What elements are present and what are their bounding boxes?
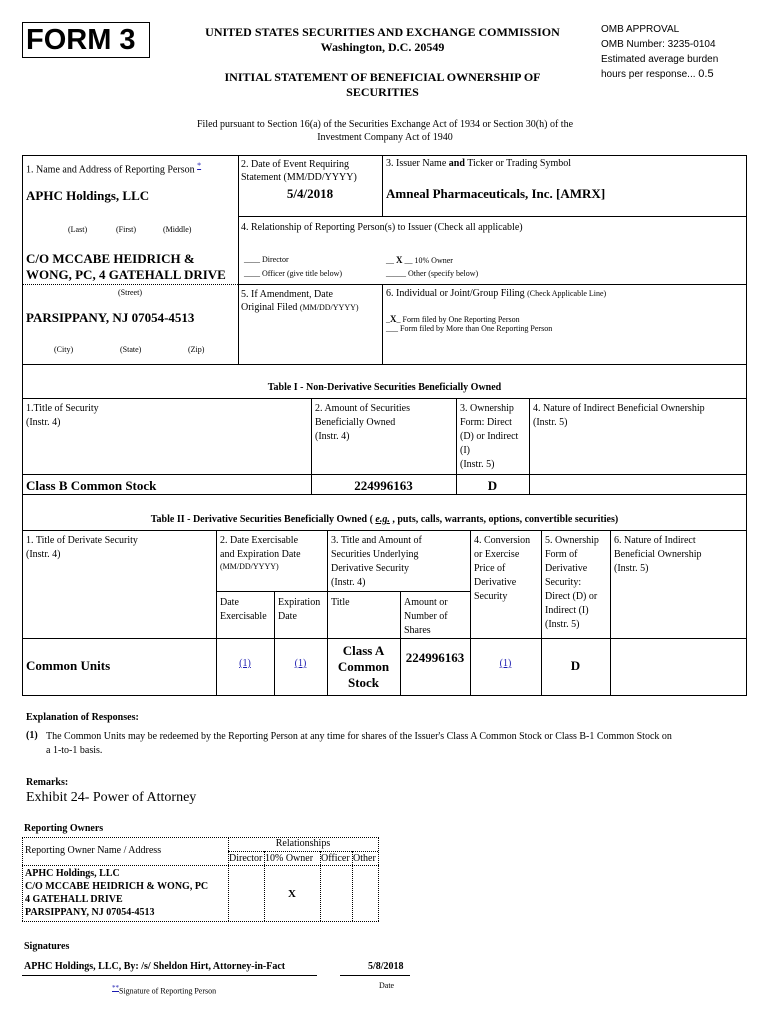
table1-title: Table I - Non-Derivative Securities Beneficially Owned <box>267 382 502 393</box>
table2-col1-header: 1. Title of Derivate Security (Instr. 4) <box>26 535 138 560</box>
omb-hours-label: hours per response... <box>601 69 696 80</box>
table2-row-form: D <box>570 658 581 673</box>
reporting-person-name: APHC Holdings, LLC <box>26 188 150 203</box>
owners-col-ten-pct: 10% Owner <box>265 853 314 864</box>
table2-row-underlying-title: Class A Common Stock <box>337 643 390 690</box>
owners-row-name: APHC Holdings, LLC C/O MCCABE HEIDRICH & WONG, PC 4 GATEHALL DRIVE PARSIPPANY, NJ 07054-4513 <box>25 868 209 918</box>
city-label: (City) <box>54 345 74 354</box>
table2-title-a: Table II - Derivative Securities Beneficially Owned ( <box>150 514 376 525</box>
table1-row-form: D <box>487 478 498 493</box>
ten-pct-owner-option <box>386 255 453 266</box>
box1-footnote-link[interactable]: * <box>197 161 202 170</box>
owners-heading: Reporting Owners <box>24 823 104 834</box>
signature-date: 5/8/2018 <box>368 961 404 972</box>
box1-label <box>26 160 201 176</box>
box3-label-b: Ticker or Trading Symbol <box>464 158 572 169</box>
other-text: Other (specify below) <box>408 269 479 278</box>
more-persons-text: Form filed by More than One Reporting Person <box>400 324 553 333</box>
ten-pct-owner-check: X <box>396 255 403 265</box>
table2-col4-header: 4. Conversion or Exercise Price of Derivative Security <box>474 535 531 602</box>
omb-box <box>601 22 718 82</box>
box6-label <box>386 288 606 300</box>
form-title: FORM 3 <box>26 24 136 56</box>
table1-row-amount: 224996163 <box>354 478 413 493</box>
table2-col2-small: (MM/DD/YYYY) <box>220 562 279 571</box>
issuer-name: Amneal Pharmaceuticals, Inc. [AMRX] <box>386 186 606 201</box>
other-option <box>386 269 478 279</box>
table2-title-b: , puts, calls, warrants, options, convertible securities) <box>389 514 619 525</box>
state-label: (State) <box>120 345 142 354</box>
one-mark: _ <box>386 315 390 324</box>
owner-mark-b: __ <box>404 256 413 265</box>
director-option <box>244 255 289 265</box>
statement-title: INITIAL STATEMENT OF BENEFICIAL OWNERSHIP OF SECURITIES <box>224 70 541 99</box>
box3-label-and: and <box>448 158 465 169</box>
omb-burden: Estimated average burden <box>601 54 719 65</box>
box6-label-small: (Check Applicable Line) <box>527 289 607 298</box>
middle-label: (Middle) <box>163 225 192 234</box>
table1-row-title: Class B Common Stock <box>26 478 157 493</box>
explanation-item-1 <box>26 730 746 758</box>
event-date: 5/4/2018 <box>286 186 334 201</box>
explanation-item-1-num: (1) <box>26 730 38 741</box>
table2-col3b-header: Amount or Number of Shares <box>404 597 448 636</box>
box6-label-text: 6. Individual or Joint/Group Filing <box>386 288 525 299</box>
signature-label <box>112 983 216 997</box>
owners-relationships: Relationships <box>275 838 331 849</box>
table2-col3-header: 3. Title and Amount of Securities Underlying Derivative Security (Instr. 4) <box>331 535 422 588</box>
table2-row-amount: 224996163 <box>405 650 465 665</box>
officer-text: Officer (give title below) <box>262 269 343 278</box>
more-mark: ___ <box>386 324 398 333</box>
street-label: (Street) <box>118 288 142 297</box>
director-text: Director <box>262 255 289 264</box>
signatures-heading: Signatures <box>24 941 70 952</box>
one-person-check: X <box>390 314 397 324</box>
table2-col2-header <box>220 534 301 572</box>
officer-mark: ____ <box>244 269 260 278</box>
owner-mark-a: __ <box>386 256 394 265</box>
owners-col-officer: Officer <box>321 853 350 864</box>
table2-col2a-header: Date Exercisable <box>220 597 267 622</box>
date-label: Date <box>379 981 395 990</box>
signature-footnote-link[interactable]: ** <box>112 984 119 992</box>
table2-col2b-header: Expiration Date <box>278 597 321 622</box>
agency-name: UNITED STATES SECURITIES AND EXCHANGE COMMISSION <box>205 25 560 39</box>
table2-col5-header: 5. Ownership Form of Derivative Security: Direct (D) or Indirect (I) (Instr. 5) <box>545 535 599 630</box>
table1-col4-header: 4. Nature of Indirect Beneficial Ownership (Instr. 5) <box>533 403 705 428</box>
first-label: (First) <box>116 225 136 234</box>
last-label: (Last) <box>68 225 88 234</box>
remarks-text: Exhibit 24- Power of Attorney <box>26 790 197 805</box>
table1-col3-header: 3. Ownership Form: Direct (D) or Indirect (I) (Instr. 5) <box>460 403 519 470</box>
box5-label <box>241 288 359 314</box>
box4-label: 4. Relationship of Reporting Person(s) to Issuer (Check all applicable) <box>241 222 523 233</box>
signature-name: APHC Holdings, LLC, By: /s/ Sheldon Hirt, Attorney-in-Fact <box>24 961 286 972</box>
box1-label-text: 1. Name and Address of Reporting Person <box>26 164 195 176</box>
reporting-person-city: PARSIPPANY, NJ 07054-4513 <box>26 310 195 325</box>
one-mark-b: _ <box>396 315 401 324</box>
box5-label-small: (MM/DD/YYYY) <box>299 303 359 312</box>
owners-col-other: Other <box>353 853 376 864</box>
table2-col3a-header: Title <box>331 597 350 608</box>
officer-option <box>244 269 342 279</box>
expiration-footnote-link[interactable]: (1) <box>294 658 307 669</box>
filed-pursuant: Filed pursuant to Section 16(a) of the Securities Exchange Act of 1934 or Section 30(h) of the Investment Company Act of 1940 <box>196 119 574 143</box>
zip-label: (Zip) <box>188 345 205 354</box>
agency-location: Washington, D.C. 20549 <box>320 40 445 54</box>
owners-col-name: Reporting Owner Name / Address <box>25 845 162 856</box>
omb-hours <box>601 67 718 82</box>
box3-label-a: 3. Issuer Name <box>386 158 449 169</box>
table2-col2-text: 2. Date Exercisable and Expiration Date <box>220 535 301 560</box>
box3-label <box>386 158 571 170</box>
one-person-text: Form filed by One Reporting Person <box>402 315 520 324</box>
conversion-price-footnote-link[interactable]: (1) <box>499 658 512 669</box>
owners-row-ten-pct-check: X <box>288 888 296 900</box>
table1-col2-header: 2. Amount of Securities Beneficially Owned (Instr. 4) <box>315 403 410 442</box>
omb-approval: OMB APPROVAL <box>601 24 680 35</box>
omb-hours-value: 0.5 <box>698 68 714 80</box>
reporting-person-street: C/O MCCABE HEIDRICH & WONG, PC, 4 GATEHALL DRIVE <box>26 251 226 282</box>
table2-title <box>22 514 747 526</box>
ten-pct-owner-text: 10% Owner <box>414 256 453 265</box>
table2-title-eg: e.g. <box>375 514 390 525</box>
director-mark: ____ <box>244 255 260 264</box>
box5-label-text: 5. If Amendment, Date Original Filed <box>241 289 333 313</box>
other-mark: _____ <box>386 269 406 278</box>
remarks-heading: Remarks: <box>26 777 69 788</box>
table2-row-title: Common Units <box>26 658 111 673</box>
explanation-heading: Explanation of Responses: <box>26 712 139 723</box>
date-exercisable-footnote-link[interactable]: (1) <box>239 658 251 669</box>
table1-col1-header: 1.Title of Security (Instr. 4) <box>26 403 99 428</box>
signature-label-text: Signature of Reporting Person <box>119 986 217 996</box>
table2-col6-header: 6. Nature of Indirect Beneficial Ownership (Instr. 5) <box>614 535 702 574</box>
box2-label: 2. Date of Event Requiring Statement (MM/DD/YYYY) <box>241 159 357 183</box>
omb-number: OMB Number: 3235-0104 <box>601 39 716 50</box>
more-persons-option <box>386 324 552 334</box>
owners-col-director: Director <box>229 853 263 864</box>
explanation-item-1-text: The Common Units may be redeemed by the Reporting Person at any time for shares of the Issuer's Class A Common Stock or Class B-1 Common Stock on a 1-to-1 basis. <box>46 731 672 756</box>
